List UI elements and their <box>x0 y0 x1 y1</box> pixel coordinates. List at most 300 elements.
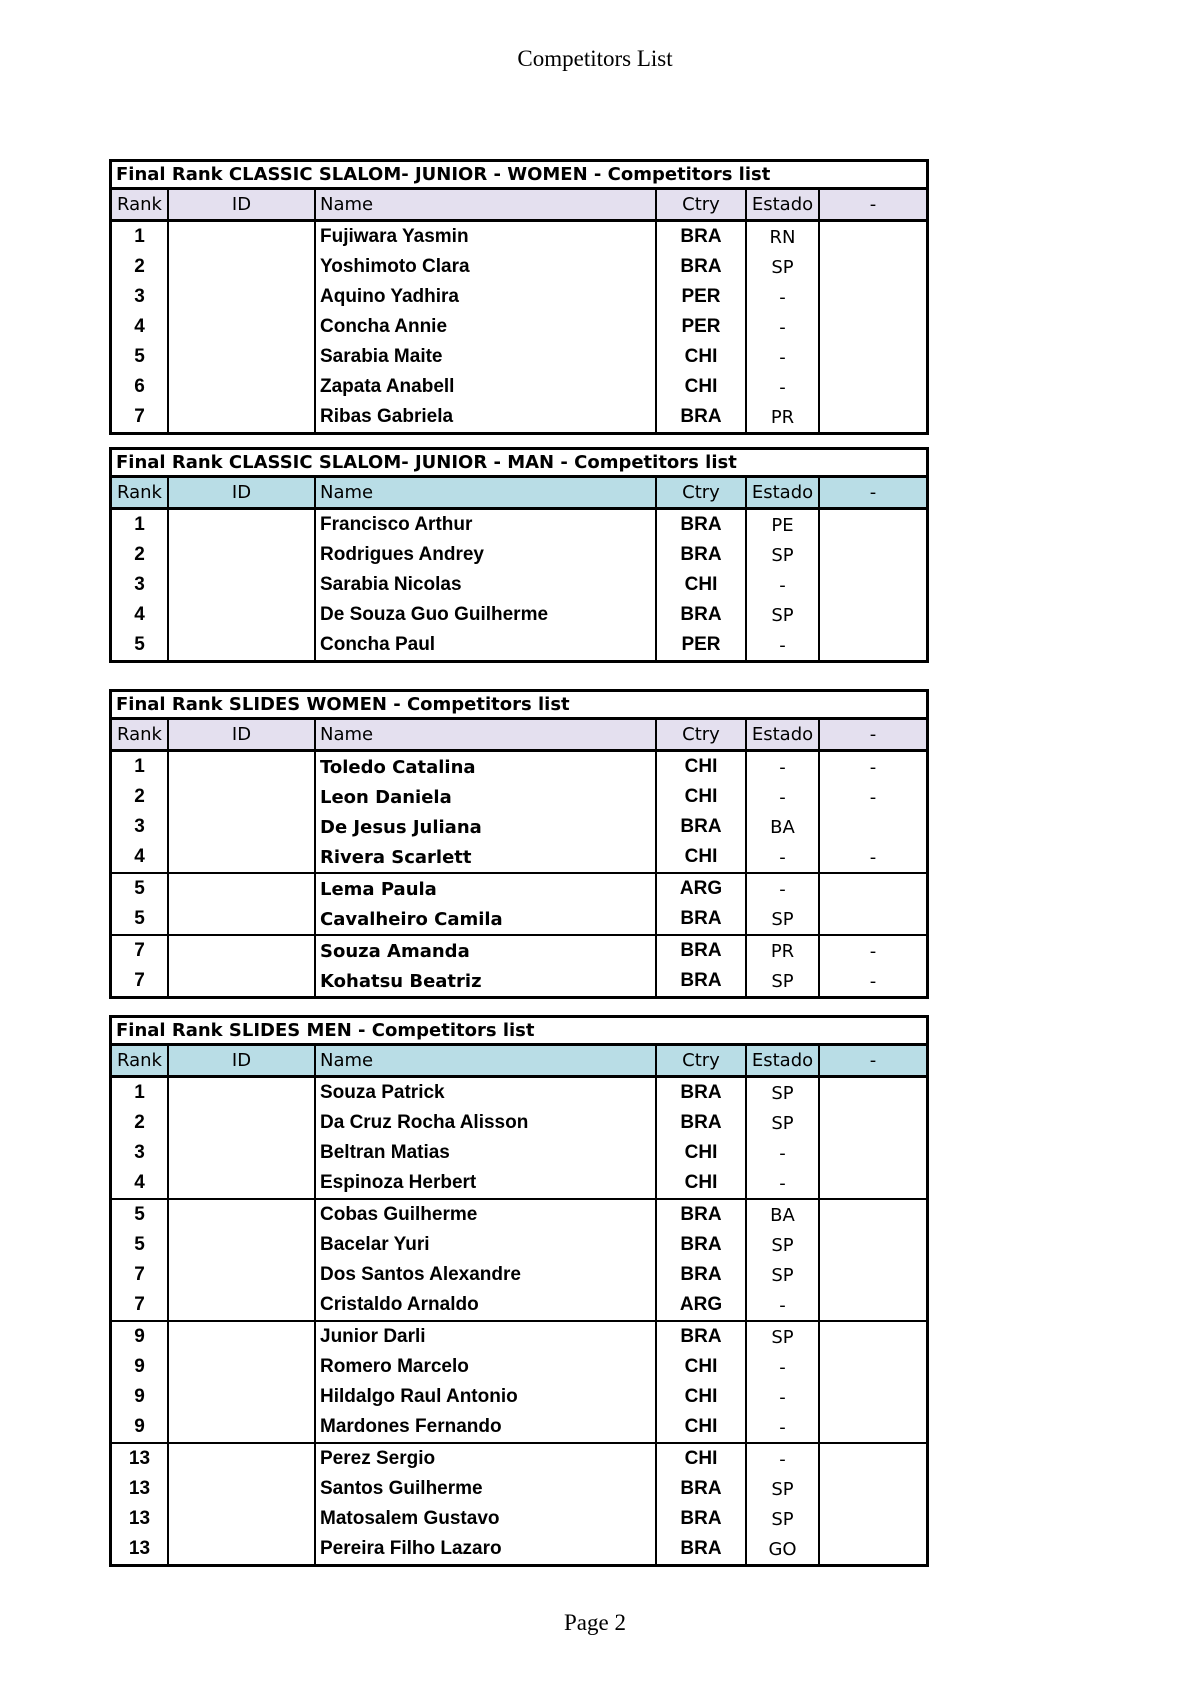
table-body <box>109 510 929 663</box>
cell-ctry: CHI <box>657 782 747 812</box>
cell-extra <box>820 1412 926 1442</box>
cell-name: Cavalheiro Camila <box>316 904 657 934</box>
column-header-extra: - <box>869 194 877 215</box>
cell-rank: 7 <box>112 936 169 966</box>
cell-id <box>169 936 316 966</box>
cell-extra <box>820 222 926 252</box>
table-row <box>112 1352 926 1382</box>
cell-estado: - <box>747 1352 820 1382</box>
table-row <box>112 812 926 842</box>
cell-extra <box>820 1168 926 1198</box>
cell-id <box>169 1352 316 1382</box>
cell-name: Bacelar Yuri <box>316 1230 657 1260</box>
cell-estado: SP <box>747 1230 820 1260</box>
cell-id <box>169 1444 316 1474</box>
cell-estado: SP <box>747 1474 820 1504</box>
cell-extra <box>820 904 926 934</box>
cell-ctry: BRA <box>657 1260 747 1290</box>
table-row <box>112 312 926 342</box>
cell-estado: - <box>747 570 820 600</box>
cell-rank: 5 <box>112 630 169 660</box>
cell-rank: 5 <box>112 904 169 934</box>
cell-extra <box>820 282 926 312</box>
cell-id <box>169 1108 316 1138</box>
table-row <box>112 842 926 872</box>
cell-estado: PR <box>747 936 820 966</box>
cell-ctry: ARG <box>657 874 747 904</box>
competitor-table <box>109 689 929 999</box>
column-header-rank: Rank <box>112 720 169 749</box>
cell-id <box>169 1230 316 1260</box>
cell-rank: 5 <box>112 874 169 904</box>
rank-group <box>112 1078 926 1198</box>
cell-extra <box>820 600 926 630</box>
cell-estado: SP <box>747 1260 820 1290</box>
cell-id <box>169 282 316 312</box>
cell-name: De Jesus Juliana <box>316 812 657 842</box>
table-row <box>112 782 926 812</box>
table-row <box>112 1138 926 1168</box>
table-header <box>109 1046 929 1078</box>
cell-estado: PR <box>747 402 820 432</box>
column-header-name: Name <box>316 190 657 219</box>
table-row <box>112 904 926 934</box>
cell-id <box>169 1474 316 1504</box>
table-row <box>112 402 926 432</box>
table-header <box>109 190 929 222</box>
cell-name: Kohatsu Beatriz <box>316 966 657 996</box>
cell-name: Dos Santos Alexandre <box>316 1260 657 1290</box>
cell-id <box>169 222 316 252</box>
cell-rank: 13 <box>112 1504 169 1534</box>
cell-name: Rodrigues Andrey <box>316 540 657 570</box>
column-header-rank: Rank <box>112 190 169 219</box>
cell-ctry: BRA <box>657 510 747 540</box>
cell-ctry: CHI <box>657 372 747 402</box>
cell-name: De Souza Guo Guilherme <box>316 600 657 630</box>
cell-rank: 13 <box>112 1444 169 1474</box>
cell-name: Matosalem Gustavo <box>316 1504 657 1534</box>
cell-estado: - <box>747 752 820 782</box>
cell-name: Da Cruz Rocha Alisson <box>316 1108 657 1138</box>
table-row <box>112 966 926 996</box>
cell-id <box>169 630 316 660</box>
cell-extra <box>820 510 926 540</box>
cell-ctry: BRA <box>657 966 747 996</box>
cell-rank: 3 <box>112 570 169 600</box>
cell-id <box>169 1504 316 1534</box>
cell-extra <box>820 1078 926 1108</box>
cell-extra: - <box>869 786 877 808</box>
cell-id <box>169 510 316 540</box>
cell-extra <box>820 1322 926 1352</box>
cell-ctry: CHI <box>657 1138 747 1168</box>
competitor-table <box>109 1015 929 1567</box>
cell-ctry: CHI <box>657 752 747 782</box>
table-row <box>112 1474 926 1504</box>
cell-extra: - <box>869 970 877 992</box>
table-row <box>112 342 926 372</box>
cell-name: Souza Amanda <box>316 936 657 966</box>
table-row <box>112 252 926 282</box>
cell-estado: GO <box>747 1534 820 1564</box>
cell-name: Mardones Fernando <box>316 1412 657 1442</box>
cell-estado: - <box>747 842 820 872</box>
cell-extra <box>820 1108 926 1138</box>
column-header-id: ID <box>169 190 316 219</box>
cell-name: Pereira Filho Lazaro <box>316 1534 657 1564</box>
cell-id <box>169 1412 316 1442</box>
cell-rank: 1 <box>112 1078 169 1108</box>
cell-id <box>169 1322 316 1352</box>
table-row <box>112 874 926 904</box>
cell-id <box>169 874 316 904</box>
cell-ctry: PER <box>657 630 747 660</box>
cell-id <box>169 402 316 432</box>
cell-id <box>169 1534 316 1564</box>
cell-ctry: CHI <box>657 342 747 372</box>
cell-ctry: BRA <box>657 1534 747 1564</box>
cell-rank: 4 <box>112 312 169 342</box>
cell-name: Yoshimoto Clara <box>316 252 657 282</box>
table-row <box>112 600 926 630</box>
cell-id <box>169 1078 316 1108</box>
cell-name: Santos Guilherme <box>316 1474 657 1504</box>
column-header-name: Name <box>316 478 657 507</box>
column-header-ctry: Ctry <box>657 478 747 507</box>
table-row <box>112 510 926 540</box>
cell-extra <box>820 570 926 600</box>
cell-id <box>169 600 316 630</box>
rank-group <box>112 1320 926 1442</box>
page-title: Competitors List <box>517 46 673 71</box>
cell-rank: 2 <box>112 782 169 812</box>
cell-ctry: CHI <box>657 1168 747 1198</box>
table-row <box>112 570 926 600</box>
cell-rank: 13 <box>112 1474 169 1504</box>
cell-extra <box>820 1200 926 1230</box>
cell-estado: - <box>747 630 820 660</box>
cell-name: Perez Sergio <box>316 1444 657 1474</box>
cell-ctry: BRA <box>657 904 747 934</box>
cell-name: Aquino Yadhira <box>316 282 657 312</box>
cell-estado: SP <box>747 1322 820 1352</box>
cell-estado: BA <box>747 1200 820 1230</box>
column-header-rank: Rank <box>112 1046 169 1075</box>
table-body <box>109 1078 929 1567</box>
cell-ctry: BRA <box>657 1108 747 1138</box>
cell-estado: - <box>747 1382 820 1412</box>
cell-ctry: CHI <box>657 1412 747 1442</box>
table-row <box>112 936 926 966</box>
cell-extra <box>820 1382 926 1412</box>
table-row <box>112 1108 926 1138</box>
table-row <box>112 540 926 570</box>
cell-ctry: BRA <box>657 1078 747 1108</box>
cell-name: Concha Annie <box>316 312 657 342</box>
cell-rank: 1 <box>112 222 169 252</box>
cell-ctry: BRA <box>657 1504 747 1534</box>
cell-extra <box>820 1444 926 1474</box>
cell-id <box>169 966 316 996</box>
cell-rank: 13 <box>112 1534 169 1564</box>
table-row <box>112 1230 926 1260</box>
cell-extra: - <box>869 756 877 778</box>
cell-name: Sarabia Nicolas <box>316 570 657 600</box>
page-number: Page 2 <box>564 1610 626 1635</box>
table-title: Final Rank SLIDES MEN - Competitors list <box>109 1015 929 1046</box>
cell-name: Cristaldo Arnaldo <box>316 1290 657 1320</box>
cell-rank: 9 <box>112 1322 169 1352</box>
cell-ctry: CHI <box>657 1444 747 1474</box>
cell-name: Fujiwara Yasmin <box>316 222 657 252</box>
cell-extra <box>820 342 926 372</box>
column-header-id: ID <box>169 1046 316 1075</box>
cell-rank: 9 <box>112 1352 169 1382</box>
cell-ctry: BRA <box>657 402 747 432</box>
table-header <box>109 720 929 752</box>
cell-estado: BA <box>747 812 820 842</box>
cell-name: Francisco Arthur <box>316 510 657 540</box>
cell-name: Sarabia Maite <box>316 342 657 372</box>
cell-extra <box>820 402 926 432</box>
cell-estado: - <box>747 874 820 904</box>
table-row <box>112 1322 926 1352</box>
rank-group <box>112 510 926 660</box>
cell-name: Concha Paul <box>316 630 657 660</box>
cell-extra <box>820 312 926 342</box>
cell-extra <box>820 874 926 904</box>
cell-id <box>169 312 316 342</box>
cell-estado: SP <box>747 1078 820 1108</box>
competitor-table <box>109 159 929 435</box>
rank-group <box>112 752 926 872</box>
cell-estado: - <box>747 1444 820 1474</box>
column-header-rank: Rank <box>112 478 169 507</box>
table-body <box>109 222 929 435</box>
table-header <box>109 478 929 510</box>
column-header-ctry: Ctry <box>657 1046 747 1075</box>
cell-id <box>169 540 316 570</box>
cell-ctry: BRA <box>657 1230 747 1260</box>
rank-group <box>112 222 926 432</box>
cell-id <box>169 752 316 782</box>
cell-estado: - <box>747 342 820 372</box>
cell-extra: - <box>869 846 877 868</box>
cell-id <box>169 1382 316 1412</box>
cell-extra <box>820 1290 926 1320</box>
cell-estado: SP <box>747 904 820 934</box>
cell-id <box>169 342 316 372</box>
cell-ctry: BRA <box>657 812 747 842</box>
cell-ctry: PER <box>657 312 747 342</box>
cell-rank: 3 <box>112 1138 169 1168</box>
table-row <box>112 1504 926 1534</box>
cell-ctry: CHI <box>657 570 747 600</box>
cell-rank: 7 <box>112 966 169 996</box>
cell-rank: 7 <box>112 1290 169 1320</box>
table-row <box>112 1078 926 1108</box>
competitor-lists <box>109 145 929 1567</box>
cell-name: Lema Paula <box>316 874 657 904</box>
cell-ctry: BRA <box>657 540 747 570</box>
table-title: Final Rank CLASSIC SLALOM- JUNIOR - WOMEN - Competitors list <box>109 159 929 190</box>
cell-ctry: BRA <box>657 936 747 966</box>
table-row <box>112 1444 926 1474</box>
cell-rank: 4 <box>112 842 169 872</box>
cell-id <box>169 812 316 842</box>
column-header-estado: Estado <box>747 720 820 749</box>
cell-name: Zapata Anabell <box>316 372 657 402</box>
table-row <box>112 630 926 660</box>
table-row <box>112 1168 926 1198</box>
cell-rank: 5 <box>112 1200 169 1230</box>
column-header-extra: - <box>869 482 877 503</box>
cell-estado: SP <box>747 1504 820 1534</box>
cell-rank: 7 <box>112 402 169 432</box>
cell-rank: 5 <box>112 1230 169 1260</box>
column-header-name: Name <box>316 720 657 749</box>
cell-id <box>169 570 316 600</box>
cell-ctry: BRA <box>657 1474 747 1504</box>
column-header-id: ID <box>169 720 316 749</box>
cell-extra <box>820 1534 926 1564</box>
cell-estado: SP <box>747 1108 820 1138</box>
cell-id <box>169 252 316 282</box>
cell-rank: 6 <box>112 372 169 402</box>
cell-id <box>169 782 316 812</box>
table-title: Final Rank SLIDES WOMEN - Competitors list <box>109 689 929 720</box>
cell-estado: - <box>747 282 820 312</box>
cell-rank: 9 <box>112 1382 169 1412</box>
table-row <box>112 1382 926 1412</box>
cell-extra: - <box>869 940 877 962</box>
rank-group <box>112 872 926 934</box>
table-row <box>112 1534 926 1564</box>
cell-rank: 4 <box>112 600 169 630</box>
cell-estado: - <box>747 782 820 812</box>
cell-rank: 9 <box>112 1412 169 1442</box>
cell-estado: - <box>747 372 820 402</box>
table-row <box>112 1290 926 1320</box>
cell-id <box>169 1138 316 1168</box>
cell-name: Leon Daniela <box>316 782 657 812</box>
table-title: Final Rank CLASSIC SLALOM- JUNIOR - MAN - Competitors list <box>109 447 929 478</box>
cell-rank: 5 <box>112 342 169 372</box>
table-body <box>109 752 929 999</box>
cell-extra <box>820 630 926 660</box>
cell-estado: SP <box>747 252 820 282</box>
cell-extra <box>820 1474 926 1504</box>
cell-name: Beltran Matias <box>316 1138 657 1168</box>
cell-extra <box>820 540 926 570</box>
rank-group <box>112 1198 926 1320</box>
cell-extra <box>820 812 926 842</box>
cell-extra <box>820 1260 926 1290</box>
column-header-ctry: Ctry <box>657 190 747 219</box>
cell-estado: - <box>747 1290 820 1320</box>
cell-name: Hildalgo Raul Antonio <box>316 1382 657 1412</box>
cell-rank: 3 <box>112 812 169 842</box>
cell-extra <box>820 252 926 282</box>
cell-rank: 7 <box>112 1260 169 1290</box>
cell-rank: 1 <box>112 752 169 782</box>
cell-estado: - <box>747 1168 820 1198</box>
cell-extra <box>820 372 926 402</box>
cell-name: Toledo Catalina <box>316 752 657 782</box>
cell-estado: - <box>747 1412 820 1442</box>
cell-ctry: CHI <box>657 1352 747 1382</box>
cell-id <box>169 1260 316 1290</box>
cell-rank: 2 <box>112 252 169 282</box>
cell-estado: SP <box>747 966 820 996</box>
table-row <box>112 1412 926 1442</box>
column-header-estado: Estado <box>747 1046 820 1075</box>
cell-ctry: BRA <box>657 222 747 252</box>
column-header-id: ID <box>169 478 316 507</box>
cell-id <box>169 1200 316 1230</box>
cell-ctry: CHI <box>657 1382 747 1412</box>
cell-name: Cobas Guilherme <box>316 1200 657 1230</box>
cell-extra <box>820 1230 926 1260</box>
column-header-ctry: Ctry <box>657 720 747 749</box>
cell-name: Rivera Scarlett <box>316 842 657 872</box>
cell-rank: 4 <box>112 1168 169 1198</box>
cell-ctry: BRA <box>657 252 747 282</box>
cell-name: Romero Marcelo <box>316 1352 657 1382</box>
cell-name: Espinoza Herbert <box>316 1168 657 1198</box>
cell-id <box>169 1168 316 1198</box>
cell-rank: 1 <box>112 510 169 540</box>
rank-group <box>112 1442 926 1564</box>
cell-estado: SP <box>747 540 820 570</box>
column-header-estado: Estado <box>747 478 820 507</box>
column-header-extra: - <box>869 1050 877 1071</box>
column-header-estado: Estado <box>747 190 820 219</box>
cell-estado: RN <box>747 222 820 252</box>
table-row <box>112 372 926 402</box>
cell-name: Souza Patrick <box>316 1078 657 1108</box>
table-row <box>112 222 926 252</box>
cell-extra <box>820 1138 926 1168</box>
column-header-name: Name <box>316 1046 657 1075</box>
cell-estado: PE <box>747 510 820 540</box>
cell-rank: 2 <box>112 1108 169 1138</box>
cell-rank: 2 <box>112 540 169 570</box>
table-row <box>112 1260 926 1290</box>
cell-id <box>169 1290 316 1320</box>
competitor-table <box>109 447 929 663</box>
cell-id <box>169 904 316 934</box>
column-header-extra: - <box>869 724 877 745</box>
cell-ctry: PER <box>657 282 747 312</box>
table-row <box>112 752 926 782</box>
cell-rank: 3 <box>112 282 169 312</box>
cell-extra <box>820 1504 926 1534</box>
cell-ctry: BRA <box>657 1200 747 1230</box>
cell-id <box>169 842 316 872</box>
cell-ctry: ARG <box>657 1290 747 1320</box>
cell-id <box>169 372 316 402</box>
cell-extra <box>820 1352 926 1382</box>
cell-estado: - <box>747 1138 820 1168</box>
table-row <box>112 1200 926 1230</box>
cell-name: Ribas Gabriela <box>316 402 657 432</box>
cell-ctry: BRA <box>657 600 747 630</box>
cell-estado: - <box>747 312 820 342</box>
cell-name: Junior Darli <box>316 1322 657 1352</box>
cell-ctry: CHI <box>657 842 747 872</box>
